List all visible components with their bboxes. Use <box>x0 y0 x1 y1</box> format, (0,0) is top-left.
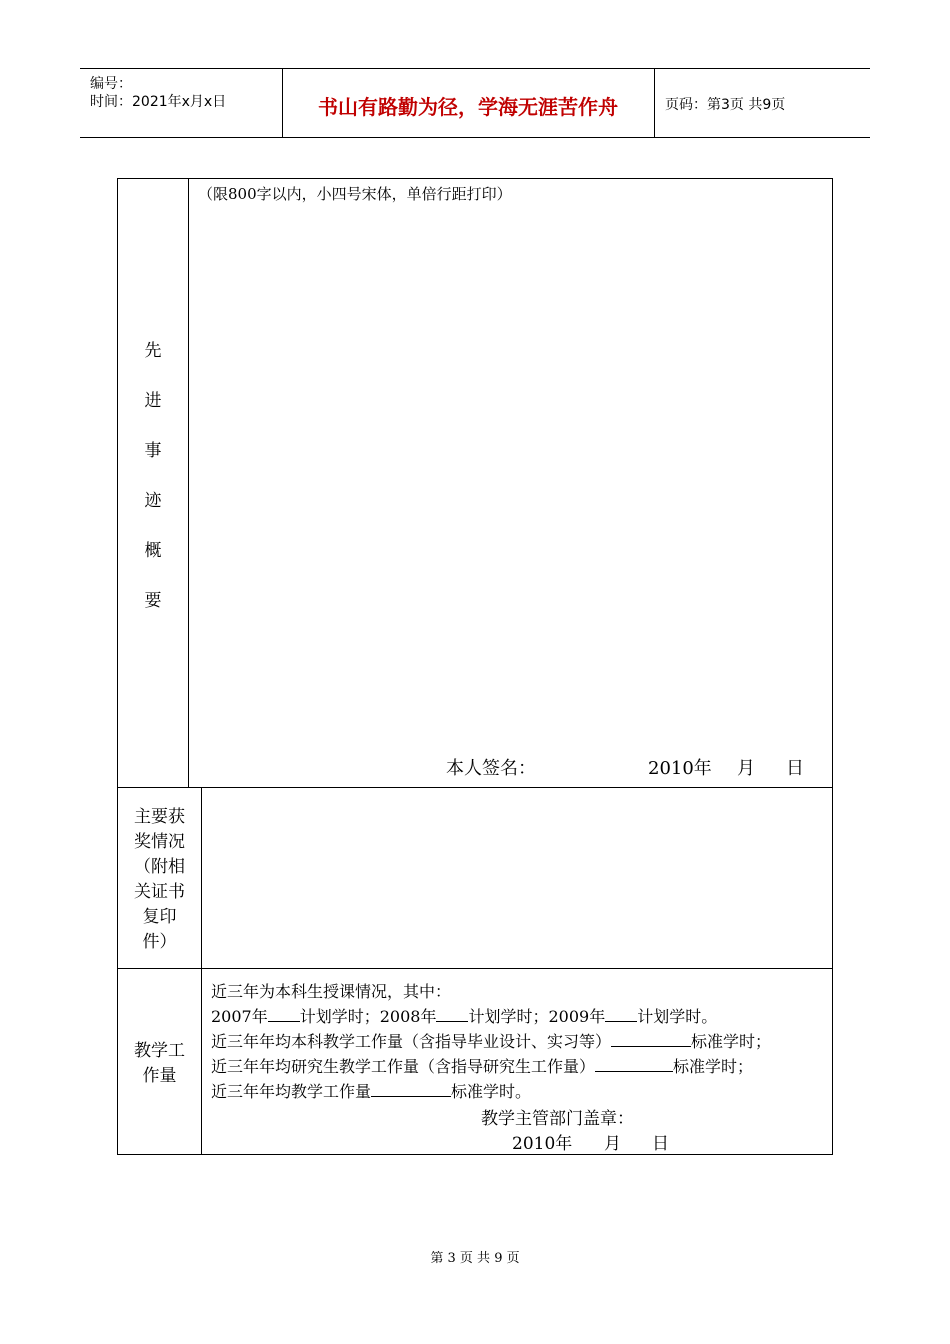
awards-label-line: 复印 <box>142 907 177 927</box>
undergrad-workload-label: 近三年年均本科教学工作量（含指导毕业设计、实习等） <box>211 1032 612 1051</box>
document-number-label: 编号： <box>90 76 132 92</box>
awards-label-line: 件） <box>142 932 177 952</box>
stamp-date-month: 月 <box>604 1134 621 1154</box>
department-stamp-label: 教学主管部门盖章： <box>481 1109 634 1129</box>
workload-intro-line: 近三年为本科生授课情况，其中： <box>211 982 452 1001</box>
awards-label <box>118 805 201 955</box>
workload-yearly-line <box>211 1004 717 1027</box>
standard-hours-label: 标准学时； <box>673 1057 754 1076</box>
deeds-label-char: 概 <box>144 541 162 561</box>
header-motto-cell <box>282 69 655 137</box>
deeds-summary-label <box>118 336 188 636</box>
awards-label-line: 关证书 <box>134 882 185 902</box>
grad-workload-blank[interactable] <box>595 1056 673 1072</box>
standard-hours-label: 标准学时； <box>691 1032 772 1051</box>
awards-content-area[interactable] <box>202 788 832 968</box>
col-divider-deeds <box>188 179 189 787</box>
awards-label-line: （附相 <box>134 857 185 877</box>
page-footer: 第 3 页 共 9 页 <box>430 1251 520 1266</box>
header-page-label: 页码：第3页 共9页 <box>665 97 786 113</box>
grad-workload-line <box>211 1054 753 1077</box>
signature-label: 本人签名： <box>446 758 536 779</box>
planned-hours-label: 计划学时。 <box>637 1007 718 1026</box>
header-motto: 书山有路勤为径，学海无涯苦作舟 <box>318 95 618 119</box>
stamp-date-day: 日 <box>652 1134 669 1154</box>
year-2008-label: 2008年 <box>379 1007 437 1026</box>
avg-workload-line <box>211 1079 531 1102</box>
signature-date-day: 日 <box>786 758 804 779</box>
avg-workload-blank[interactable] <box>371 1081 451 1097</box>
workload-label <box>118 1039 201 1089</box>
year-2009-label: 2009年 <box>548 1007 606 1026</box>
document-header <box>80 68 870 138</box>
undergrad-workload-line <box>211 1029 771 1052</box>
hours-2008-blank[interactable] <box>436 1006 468 1022</box>
deeds-instruction: （限800字以内，小四号宋体，单倍行距打印） <box>198 185 512 203</box>
row-divider-2 <box>118 968 832 969</box>
header-page-cell <box>655 69 870 137</box>
workload-label-line: 教学工 <box>134 1041 185 1061</box>
awards-label-line: 奖情况 <box>134 832 185 852</box>
deeds-label-char: 先 <box>144 341 162 361</box>
application-form-table <box>117 178 833 1155</box>
awards-label-line: 主要获 <box>134 807 185 827</box>
planned-hours-label: 计划学时； <box>299 1007 380 1026</box>
document-time-label: 时间：2021年x月x日 <box>90 94 227 110</box>
workload-label-line: 作量 <box>142 1066 177 1086</box>
deeds-label-char: 迹 <box>144 491 162 511</box>
hours-2009-blank[interactable] <box>605 1006 637 1022</box>
stamp-date-year: 2010年 <box>512 1134 573 1154</box>
planned-hours-label: 计划学时； <box>468 1007 549 1026</box>
year-2007-label: 2007年 <box>211 1007 268 1026</box>
deeds-label-char: 事 <box>144 441 162 461</box>
grad-workload-label: 近三年年均研究生教学工作量（含指导研究生工作量） <box>211 1057 596 1076</box>
avg-workload-label: 近三年年均教学工作量 <box>211 1082 372 1101</box>
hours-2007-blank[interactable] <box>268 1006 300 1022</box>
undergrad-workload-blank[interactable] <box>611 1031 691 1047</box>
signature-date-month: 月 <box>737 758 755 779</box>
signature-date-year: 2010年 <box>648 758 712 779</box>
standard-hours-label: 标准学时。 <box>451 1082 532 1101</box>
header-meta-cell <box>80 69 283 137</box>
deeds-label-char: 要 <box>144 591 162 611</box>
deeds-label-char: 进 <box>144 391 162 411</box>
